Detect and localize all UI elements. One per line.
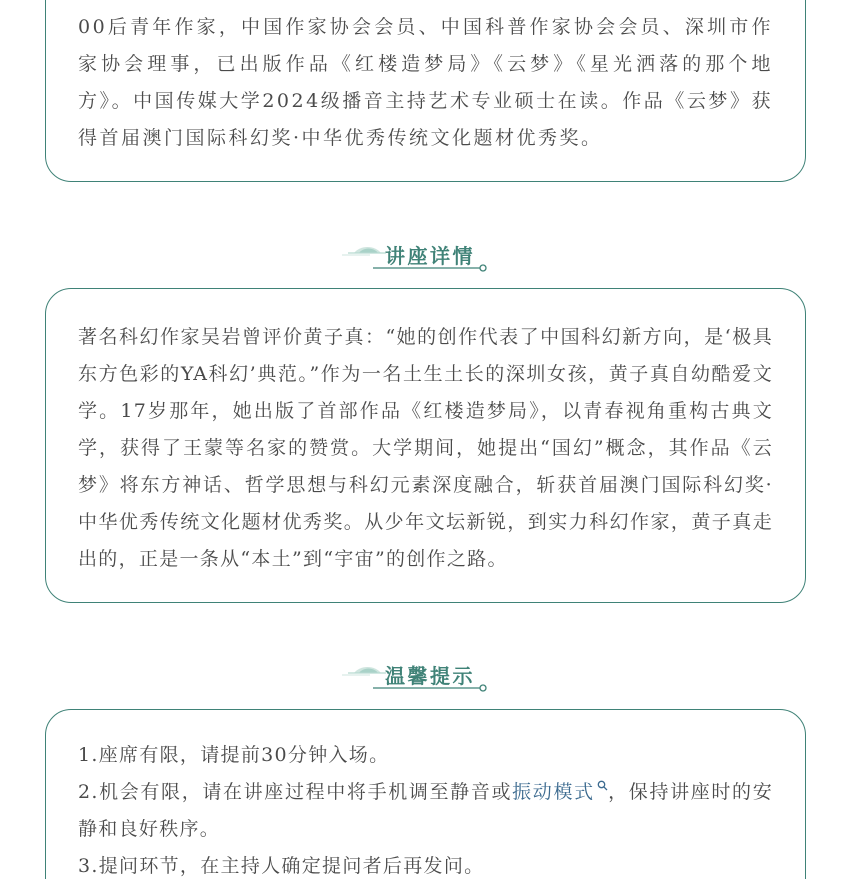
lecture-detail-header — [340, 234, 510, 274]
tip-item: 1.座席有限，请提前30分钟入场。 — [78, 744, 390, 766]
tips-title: 温馨提示 — [385, 664, 475, 688]
tip-text: 2.机会有限，请在讲座过程中将手机调至静音或 — [78, 781, 513, 803]
author-bio-card — [45, 0, 806, 182]
search-link-text[interactable]: 振动模式 — [512, 781, 595, 803]
tip-item: 3.提问环节，在主持人确定提问者后再发问。 — [78, 855, 485, 877]
lecture-detail-title: 讲座详情 — [385, 244, 475, 268]
author-bio-text: 00后青年作家，中国作家协会会员、中国科普作家协会会员、深圳市作家协会理事，已出版作品《红楼造梦局》《云梦》《星光洒落的那个地方》。中国传媒大学2024级播音主持艺术专业硕士在读。作品《云梦》获得首届澳门国际科幻奖·中华优秀传统文化题材优秀奖。 — [78, 16, 773, 149]
lecture-detail-text: 著名科幻作家吴岩曾评价黄子真：“她的创作代表了中国科幻新方向，是‘极具东方色彩的YA科幻’典范。”作为一名土生土长的深圳女孩，黄子真自幼酷爱文学。17岁那年，她出版了首部作品《红楼造梦局》，以青春视角重构古典文学，获得了王蒙等名家的赞赏。大学期间，她提出“国幻”概念，其作品《云梦》将东方神话、哲学思想与科幻元素深度融合，斩获首届澳门国际科幻奖·中华优秀传统文化题材优秀奖。从少年文坛新锐，到实力科幻作家，黄子真走出的，正是一条从“本土”到“宇宙”的创作之路。 — [78, 326, 773, 570]
search-icon[interactable] — [597, 780, 608, 793]
tips-header — [340, 654, 510, 694]
tips-card — [45, 709, 806, 879]
lecture-detail-card — [45, 288, 806, 603]
tip-item — [78, 774, 773, 848]
tip-text: ，保持讲座时的安静和良好秩序。 — [78, 781, 774, 840]
search-link[interactable] — [512, 781, 608, 803]
